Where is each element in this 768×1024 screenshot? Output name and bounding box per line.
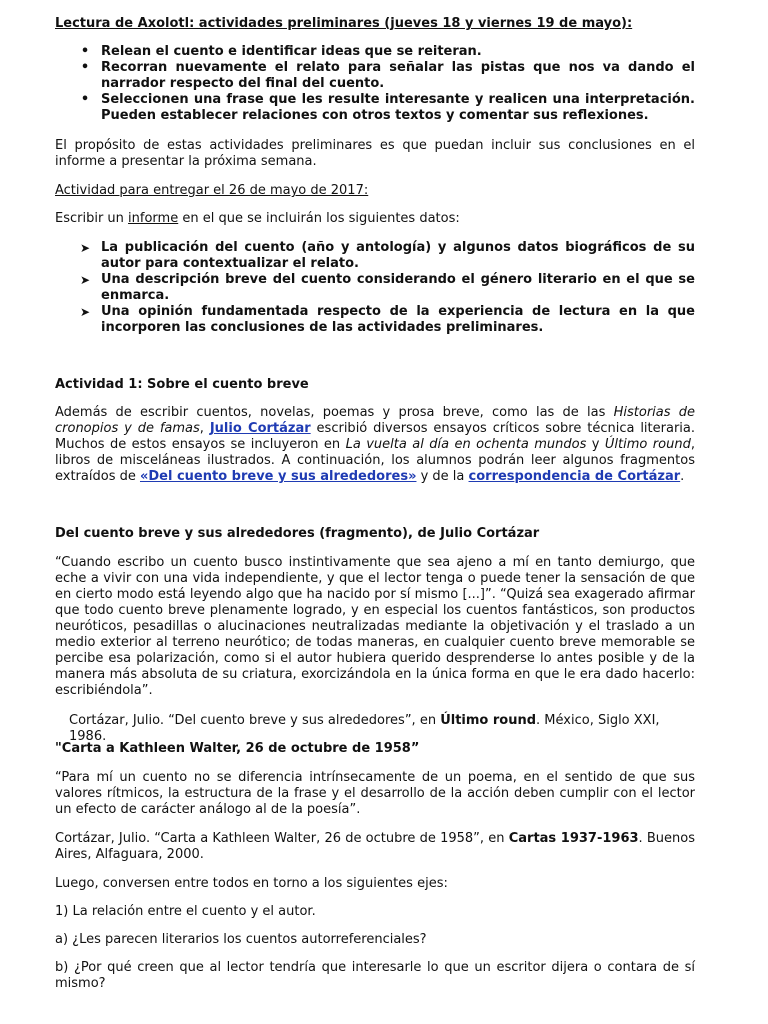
act1-text: . [680,469,685,484]
informe-link[interactable]: informe [128,211,179,226]
arrow-text: Una opinión fundamentada respecto de la experiencia de lectura en la que incorporen las conclusiones de las actividades preliminares. [101,304,695,335]
bullet-item [55,92,695,124]
act1-book-title: La vuelta al día en ochenta mundos [345,437,587,452]
citation-text: Cortázar, Julio. “Del cuento breve y sus alrededores”, en [69,713,441,728]
arrow-item [55,272,695,304]
bullet-item [55,44,695,60]
lectura-heading: Lectura de Axolotl: actividades preliminares (jueves 18 y viernes 19 de mayo): [55,16,633,31]
del-cuento-breve-link[interactable]: «Del cuento breve y sus alrededores» [139,469,417,484]
julio-cortazar-link[interactable]: Julio Cortázar [209,421,311,436]
arrow-item [55,304,695,336]
bullet-item [55,60,695,92]
citation-text: . México, Siglo XXI, 1986. [69,713,660,744]
activity-1-title: Actividad 1: Sobre el cuento breve [55,377,309,392]
act1-book-title: Historias de cronopios y de famas [55,405,695,436]
activity-heading: Actividad para entregar el 26 de mayo de 2017: [55,183,369,198]
letter-quote: “Para mí un cuento no se diferencia intrínsecamente de un poema, en el sentido de que sus valores rítmicos, la estructura de la frase y el desarrollo de la acción deben cumplir con el lector un efecto de carácter análogo al de la poesía”. [55,770,695,817]
citation-book: Último round [440,713,537,728]
write-instruction [55,211,695,227]
arrow-bullet-icon: ➤ [79,273,91,287]
bullet-icon: • [80,92,90,107]
activity-1-paragraph [55,405,695,485]
question-a: a) ¿Les parecen literarios los cuentos autorreferenciales? [55,932,427,947]
act1-book-title: Último round [604,437,691,452]
citation-text: Cortázar, Julio. “Carta a Kathleen Walter, 26 de octubre de 1958”, en [55,831,509,846]
letter-citation [55,831,695,863]
act1-text: y [586,437,605,452]
question-b: b) ¿Por qué creen que al lector tendría que interesarle lo que un escritor dijera o contara de sí mismo? [55,960,695,991]
report-requirements-list [55,240,695,336]
bullet-icon: • [80,60,90,75]
arrow-item [55,240,695,272]
act1-text: Además de escribir cuentos, novelas, poemas y prosa breve, como las de las [55,405,614,420]
arrow-text: Una descripción breve del cuento considerando el género literario en el que se enmarca. [101,272,695,303]
act1-text: escribió diversos ensayos críticos sobre técnica literaria. Muchos de estos ensayos se incluyeron en [55,421,696,452]
arrow-bullet-icon: ➤ [79,305,91,319]
bullet-icon: • [80,44,90,59]
write-post: en el que se incluirán los siguientes datos: [178,211,460,226]
act1-text: y de la [416,469,469,484]
act1-text: , libros de misceláneas ilustrados. A continuación, los alumnos podrán leer algunos fragmentos extraídos de [55,437,695,484]
bullet-text: Relean el cuento e identificar ideas que se reiteran. [101,44,482,59]
arrow-bullet-icon: ➤ [79,241,91,255]
question-1: 1) La relación entre el cuento y el autor. [55,904,316,919]
bullet-text: Seleccionen una frase que les resulte interesante y realicen una interpretación. Pueden establecer relaciones con otros textos y comentar sus reflexiones. [101,92,695,123]
fragment-quote: “Cuando escribo un cuento busco instintivamente que sea ajeno a mí en tanto demiurgo, que eche a vivir con una vida independiente, y que el lector tenga o puede tener la sensación de que en cierto modo está leyendo algo que ha nacido por sí mismo [...]”. “Quizá sea exagerado afirmar que todo cuento breve plenamente logrado, y en especial los cuentos fantásticos, son productos neuróticos, pesadillas o alucinaciones neutralizadas mediante la objetivación y el traslado a un medio exterior al terreno neurótico; de todas maneras, en cualquier cuento breve memorable se percibe esa polarización, como si el autor hubiera querido desprenderse lo antes posible y de la manera más absoluta de su criatura, exorcizándola en la única forma en que le era dado hacerlo: escribiéndola”. [55,555,695,698]
citation-book: Cartas 1937-1963 [508,831,639,846]
fragment-title: Del cuento breve y sus alrededores (fragmento), de Julio Cortázar [55,526,540,541]
discussion-intro: Luego, conversen entre todos en torno a los siguientes ejes: [55,876,448,891]
arrow-text: La publicación del cuento (año y antología) y algunos datos biográficos de su autor para contextualizar el relato. [101,240,695,271]
correspondencia-link[interactable]: correspondencia de Cortázar [468,469,681,484]
write-pre: Escribir un [55,211,129,226]
citation-text: . Buenos Aires, Alfaguara, 2000. [55,831,696,862]
letter-title: "Carta a Kathleen Walter, 26 de octubre de 1958” [55,741,420,756]
bullet-text: Recorran nuevamente el relato para señalar las pistas que nos va dando el narrador respecto del final del cuento. [101,60,695,91]
act1-text: , [199,421,210,436]
preliminary-bullet-list [55,44,695,124]
purpose-paragraph: El propósito de estas actividades preliminares es que puedan incluir sus conclusiones en el informe a presentar la próxima semana. [55,138,695,169]
